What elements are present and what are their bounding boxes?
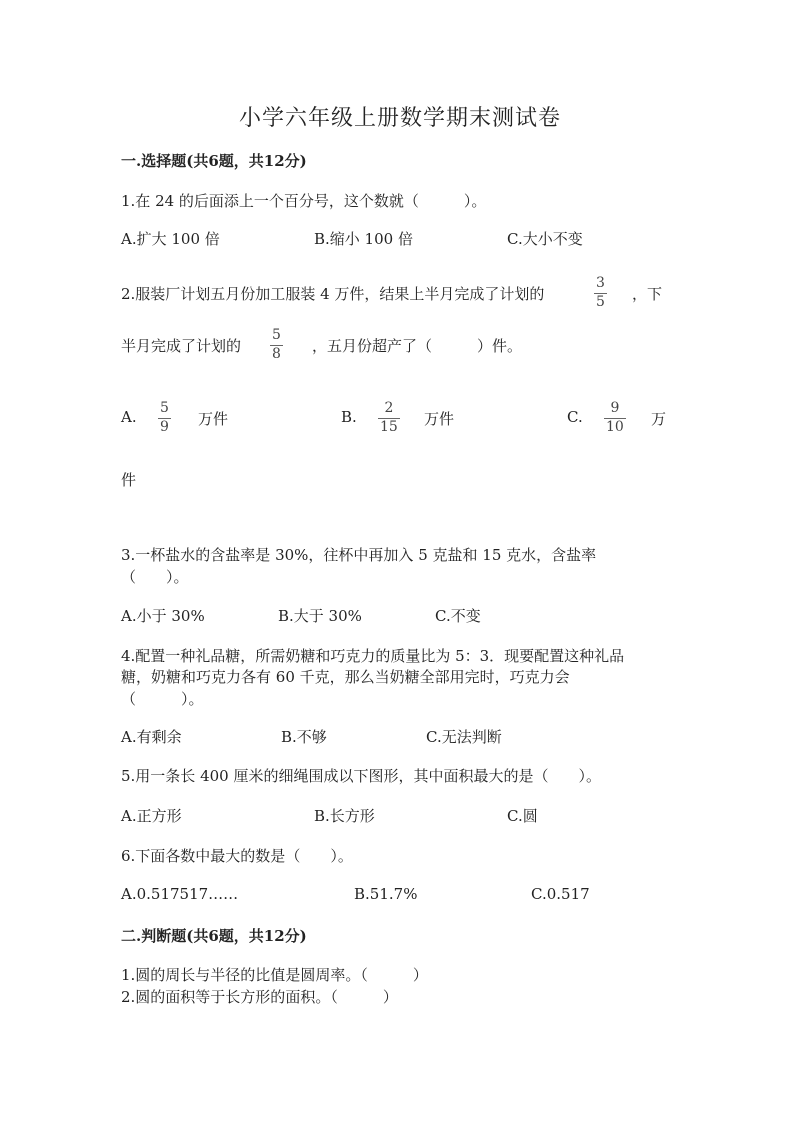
question-2-option-a-label: A. (121, 408, 137, 426)
question-5-text: 5.用一条长 400 厘米的细绳围成以下图形，其中面积最大的是（ ）。 (121, 767, 601, 785)
question-3-option-a: A.小于 30% (121, 607, 205, 625)
question-4-line-1: 4.配置一种礼品糖，所需奶糖和巧克力的质量比为 5：3．现要配置这种礼品 (121, 647, 625, 665)
question-1-option-c: C.大小不变 (507, 230, 583, 248)
question-3-option-b: B.大于 30% (278, 607, 362, 625)
question-2-option-a-unit: 万件 (198, 410, 229, 428)
fraction-denominator: 15 (380, 419, 398, 435)
fraction-denominator: 8 (272, 346, 281, 362)
question-6-option-a: A.0.517517…… (121, 885, 239, 903)
question-5-option-a: A.正方形 (121, 807, 182, 825)
fraction-numerator: 5 (160, 400, 169, 416)
question-2-text-part1: 2.服装厂计划五月份加工服装 4 万件，结果上半月完成了计划的 (121, 285, 545, 303)
question-1-option-a: A.扩大 100 倍 (121, 230, 220, 248)
question-1-text: 1.在 24 的后面添上一个百分号，这个数就（ ）。 (121, 192, 487, 210)
question-2-option-b-label: B. (341, 408, 357, 426)
question-2-text-part3: 半月完成了计划的 (121, 337, 242, 355)
question-3-line-1: 3.一杯盐水的含盐率是 30%，往杯中再加入 5 克盐和 15 克水，含盐率 (121, 546, 597, 564)
question-6-text: 6.下面各数中最大的数是（ ）。 (121, 847, 353, 865)
question-2-option-b-unit: 万件 (424, 410, 455, 428)
fraction-numerator: 5 (272, 327, 281, 343)
question-2-option-c-fraction (604, 401, 626, 435)
question-1-option-b: B.缩小 100 倍 (314, 230, 413, 248)
page-title: 小学六年级上册数学期末测试卷 (238, 106, 561, 131)
question-5-option-b: B.长方形 (314, 807, 375, 825)
question-4-line-3: （ ）。 (121, 690, 204, 708)
section-heading-judgment: 二.判断题(共6题，共12分) (121, 927, 307, 945)
judgment-1-text: 1.圆的周长与半径的比值是圆周率。（ ） (121, 966, 428, 984)
question-2-fraction-1 (594, 276, 607, 310)
fraction-denominator: 9 (160, 419, 169, 435)
fraction-denominator: 10 (606, 419, 624, 435)
section-heading-choice: 一.选择题(共6题，共12分) (121, 152, 307, 170)
fraction-numerator: 9 (610, 400, 620, 416)
question-6-option-c: C.0.517 (531, 885, 590, 903)
question-4-option-a: A.有剩余 (121, 728, 182, 746)
fraction-denominator: 5 (596, 294, 605, 310)
question-4-option-c: C.无法判断 (426, 728, 502, 746)
question-2-fraction-2 (270, 328, 283, 362)
fraction-numerator: 2 (384, 400, 394, 416)
question-2-option-a-fraction (158, 401, 171, 435)
question-4-line-2: 糖，奶糖和巧克力各有 60 千克，那么当奶糖全部用完时，巧克力会 (121, 668, 570, 686)
question-6-option-b: B.51.7% (354, 885, 418, 903)
question-2-option-c-unit-wrap: 件 (121, 471, 137, 489)
question-5-option-c: C.圆 (507, 807, 538, 825)
question-2-option-b-fraction (378, 401, 400, 435)
question-2-option-c-unit: 万 (651, 410, 667, 428)
fraction-numerator: 3 (596, 275, 605, 291)
question-2-text-part4: ，五月份超产了（ ）件。 (312, 337, 523, 355)
question-2-text-part2: ，下 (632, 285, 663, 303)
judgment-2-text: 2.圆的面积等于长方形的面积。（ ） (121, 988, 398, 1006)
question-3-line-2: （ ）。 (121, 568, 189, 586)
question-4-option-b: B.不够 (281, 728, 327, 746)
question-3-option-c: C.不变 (435, 607, 481, 625)
question-2-option-c-label: C. (567, 408, 583, 426)
